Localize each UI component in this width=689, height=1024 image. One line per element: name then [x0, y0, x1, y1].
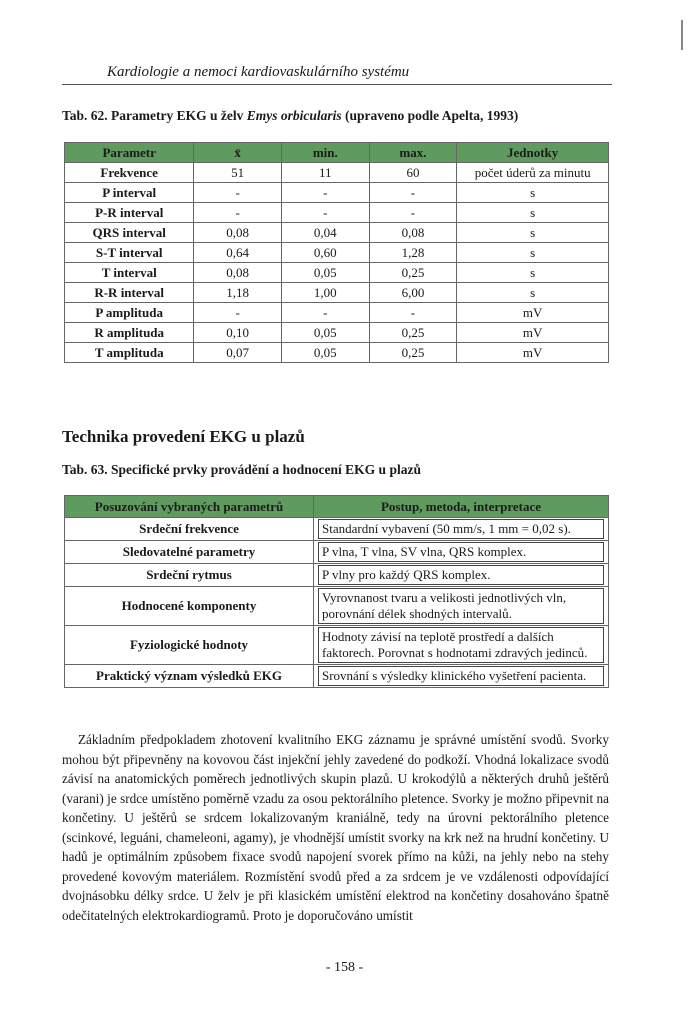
cell-units: s — [457, 203, 609, 223]
cell-max: 0,08 — [369, 223, 457, 243]
caption-prefix: Tab. 62. Parametry EKG u želv — [62, 108, 244, 123]
cell-parameter: Srdeční rytmus — [65, 564, 314, 587]
cell-max: 0,25 — [369, 263, 457, 283]
cell-procedure: Hodnoty závisí na teplotě prostředí a dalších faktorech. Porovnat s hodnotami zdravých jedinců. — [318, 627, 604, 663]
cell-min: 0,05 — [281, 263, 369, 283]
cell-min: - — [281, 303, 369, 323]
section-heading: Technika provedení EKG u plazů — [62, 427, 305, 446]
table-row — [65, 323, 609, 343]
cell-min: 0,60 — [281, 243, 369, 263]
body-paragraph: Základním předpokladem zhotovení kvalitního EKG záznamu je správné umístění svodů. Svorky mohou být připevněny na kovovou část injekční jehly zavedené do podkoží. Vhodná lokalizace svodů závisí na anatomických poměrech jednotlivých skupin plazů. U krokodýlů a některých druhů ještěrů (varani) je srdce umístěno poměrně vzadu za osou pektorálního pletence. Svorky je možno připevnit na končetiny. U ještěrů se srdcem lokalizovaným kraniálně, tedy na úrovni pektorálního pletence (scinkové, leguáni, chameleoni, agamy), je vhodnější umístit svorky na krk než na hrudní končetiny. U hadů je optimálním způsobem fixace svodů napojení svorek přímo na kůži, na jehly nebo na stehy provedené kovovým materiálem. Rozmístění svodů před a za srdcem je ve vzdálenosti odpovídající dvojnásobku délky srdce. U želv je při klasickém umístění elektrod na končetiny dosahováno špatně odečitatelných elektrokardiogramů. Proto je doporučováno umístit — [62, 732, 609, 923]
column-header-min: min. — [281, 143, 369, 163]
cell-mean: 51 — [194, 163, 282, 183]
ekg-parameters-table — [64, 142, 609, 363]
cell-units: s — [457, 283, 609, 303]
cell-mean: 0,07 — [194, 343, 282, 363]
cell-mean: 1,18 — [194, 283, 282, 303]
column-header-units: Jednotky — [457, 143, 609, 163]
table-63-caption: Tab. 63. Specifické prvky provádění a hodnocení EKG u plazů — [62, 462, 421, 477]
cell-parameter: Frekvence — [65, 163, 194, 183]
cell-max: 60 — [369, 163, 457, 183]
cell-max: 1,28 — [369, 243, 457, 263]
cell-mean: 0,64 — [194, 243, 282, 263]
cell-procedure: Vyrovnanost tvaru a velikosti jednotlivých vln, porovnání délek shodných intervalů. — [318, 588, 604, 624]
cell-mean: 0,08 — [194, 223, 282, 243]
caption-species: Emys orbicularis — [246, 108, 342, 123]
cell-procedure: Srovnání s výsledky klinického vyšetření pacienta. — [318, 666, 604, 686]
cell-parameter: R-R interval — [65, 283, 194, 303]
cell-parameter: Fyziologické hodnoty — [65, 626, 314, 665]
cell-min: 11 — [281, 163, 369, 183]
cell-max: 0,25 — [369, 343, 457, 363]
table-row — [65, 303, 609, 323]
page-number: - 158 - — [325, 960, 364, 975]
cell-parameter: T interval — [65, 263, 194, 283]
margin-mark — [681, 20, 683, 50]
cell-parameter: P-R interval — [65, 203, 194, 223]
column-header-mean: x̄ — [194, 143, 282, 163]
cell-parameter: Praktický význam výsledků EKG — [65, 665, 314, 688]
table-row — [65, 223, 609, 243]
cell-parameter: P amplituda — [65, 303, 194, 323]
cell-procedure-wrapper — [314, 518, 609, 541]
table-row — [65, 183, 609, 203]
cell-units: s — [457, 183, 609, 203]
cell-units: mV — [457, 343, 609, 363]
cell-mean: 0,08 — [194, 263, 282, 283]
cell-units: s — [457, 223, 609, 243]
cell-min: 1,00 — [281, 283, 369, 303]
table-row — [65, 518, 609, 541]
cell-units: počet úderů za minutu — [457, 163, 609, 183]
cell-mean: 0,10 — [194, 323, 282, 343]
cell-units: s — [457, 263, 609, 283]
cell-parameter: S-T interval — [65, 243, 194, 263]
column-header-max: max. — [369, 143, 457, 163]
table-row — [65, 203, 609, 223]
caption-suffix: (upraveno podle Apelta, 1993) — [345, 108, 519, 123]
table-row — [65, 163, 609, 183]
running-head — [62, 62, 612, 85]
table-row — [65, 243, 609, 263]
cell-procedure-wrapper — [314, 587, 609, 626]
cell-max: - — [369, 183, 457, 203]
table-row — [65, 564, 609, 587]
cell-procedure-wrapper — [314, 626, 609, 665]
cell-parameter: Srdeční frekvence — [65, 518, 314, 541]
cell-procedure: P vlna, T vlna, SV vlna, QRS komplex. — [318, 542, 604, 562]
cell-units: s — [457, 243, 609, 263]
cell-parameter: Hodnocené komponenty — [65, 587, 314, 626]
table-row — [65, 263, 609, 283]
table-62-caption — [62, 108, 518, 124]
cell-min: - — [281, 183, 369, 203]
ekg-specifics-table — [64, 495, 609, 688]
cell-mean: - — [194, 203, 282, 223]
table-row — [65, 665, 609, 688]
cell-units: mV — [457, 323, 609, 343]
table-row — [65, 343, 609, 363]
running-head-text: Kardiologie a nemoci kardiovaskulárního systému — [107, 64, 410, 80]
table-header-row — [65, 496, 609, 518]
cell-parameter: Sledovatelné parametry — [65, 541, 314, 564]
cell-min: - — [281, 203, 369, 223]
cell-parameter: P interval — [65, 183, 194, 203]
cell-mean: - — [194, 183, 282, 203]
cell-units: mV — [457, 303, 609, 323]
column-header-procedure: Postup, metoda, interpretace — [314, 496, 609, 518]
cell-procedure-wrapper — [314, 564, 609, 587]
cell-procedure-wrapper — [314, 665, 609, 688]
cell-procedure: P vlny pro každý QRS komplex. — [318, 565, 604, 585]
cell-parameter: R amplituda — [65, 323, 194, 343]
cell-max: - — [369, 303, 457, 323]
cell-max: - — [369, 203, 457, 223]
table-row — [65, 541, 609, 564]
table-row — [65, 283, 609, 303]
cell-procedure: Standardní vybavení (50 mm/s, 1 mm = 0,02 s). — [318, 519, 604, 539]
cell-min: 0,04 — [281, 223, 369, 243]
cell-procedure-wrapper — [314, 541, 609, 564]
column-header-parameters: Posuzování vybraných parametrů — [65, 496, 314, 518]
cell-parameter: QRS interval — [65, 223, 194, 243]
cell-min: 0,05 — [281, 343, 369, 363]
cell-parameter: T amplituda — [65, 343, 194, 363]
cell-mean: - — [194, 303, 282, 323]
column-header-parameter: Parametr — [65, 143, 194, 163]
cell-max: 0,25 — [369, 323, 457, 343]
cell-min: 0,05 — [281, 323, 369, 343]
table-header-row — [65, 143, 609, 163]
cell-max: 6,00 — [369, 283, 457, 303]
table-row — [65, 626, 609, 665]
table-row — [65, 587, 609, 626]
